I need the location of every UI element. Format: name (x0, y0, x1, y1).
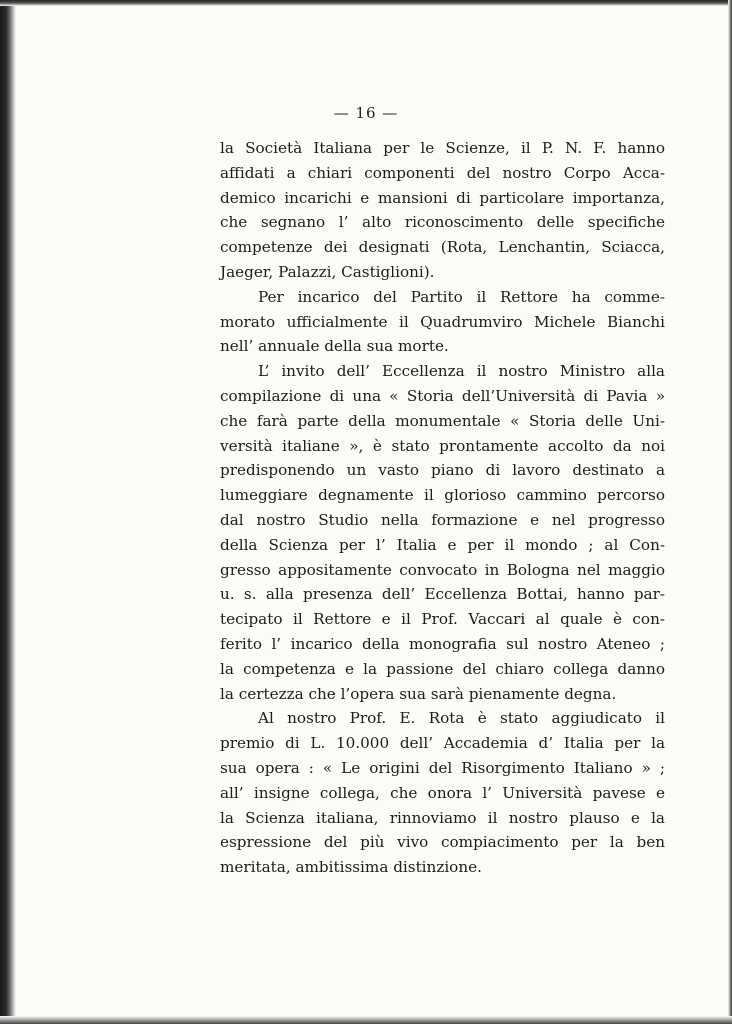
text-line: la Scienza italiana, rinnoviamo il nostro plauso e la (220, 808, 665, 827)
text-line: che segnano l’ alto riconoscimento delle specifiche (220, 213, 665, 232)
text-line: espressione del più vivo compiacimento per la ben (220, 833, 665, 852)
text-line: Al nostro Prof. E. Rota è stato aggiudicato il (258, 709, 665, 728)
text-line: meritata, ambitissima distinzione. (220, 858, 482, 877)
text-line: la certezza che l’opera sua sarà pienamente degna. (220, 684, 617, 703)
paragraph (220, 285, 665, 359)
paragraph (220, 359, 665, 706)
text-line: della Scienza per l’ Italia e per il mondo ; al Con- (220, 535, 665, 554)
text-line: all’ insigne collega, che onora l’ Università pavese e (220, 783, 665, 802)
text-line: dal nostro Studio nella formazione e nel progresso (220, 510, 665, 529)
text-line: u. s. alla presenza dell’ Eccellenza Bottai, hanno par- (220, 585, 665, 604)
right-edge (728, 0, 732, 1024)
text-line: competenze dei designati (Rota, Lenchantin, Sciacca, (220, 238, 665, 257)
text-line: versità italiane », è stato prontamente accolto da noi (220, 436, 665, 455)
text-line: demico incarichi e mansioni di particolare importanza, (220, 188, 665, 207)
text-line: compilazione di una « Storia dell’Università di Pavia » (220, 386, 665, 405)
text-line: L’ invito dell’ Eccellenza il nostro Ministro alla (258, 362, 665, 381)
text-line: nell’ annuale della sua morte. (220, 337, 449, 356)
text-line: morato ufficialmente il Quadrumviro Michele Bianchi (220, 312, 665, 331)
text-line: gresso appositamente convocato in Bologna nel maggio (220, 560, 665, 579)
text-line: tecipato il Rettore e il Prof. Vaccari al quale è con- (220, 610, 665, 629)
text-line: affidati a chiari componenti del nostro Corpo Acca- (220, 163, 665, 182)
page-number: — 16 — (333, 104, 399, 122)
text-line: ferito l’ incarico della monografia sul nostro Ateneo ; (220, 634, 665, 653)
text-line: Jaeger, Palazzi, Castiglioni). (220, 262, 435, 281)
text-line: predisponendo un vasto piano di lavoro destinato a (220, 461, 665, 480)
body-text (220, 136, 665, 880)
text-line: Per incarico del Partito il Rettore ha comme- (258, 287, 665, 306)
text-line: la Società Italiana per le Scienze, il P. N. F. hanno (220, 139, 665, 157)
text-line: lumeggiare degnamente il glorioso cammino percorso (220, 486, 665, 505)
text-line: sua opera : « Le origini del Risorgimento Italiano » ; (220, 758, 665, 777)
text-line: la competenza e la passione del chiaro collega danno (220, 659, 665, 678)
paragraph (220, 706, 665, 880)
binding-edge (0, 0, 16, 1024)
text-line: premio di L. 10.000 dell’ Accademia d’ Italia per la (220, 734, 665, 753)
text-line: che farà parte della monumentale « Storia delle Uni- (220, 411, 665, 430)
top-edge (0, 0, 732, 6)
bottom-edge (0, 1016, 732, 1024)
paragraph (220, 136, 665, 285)
